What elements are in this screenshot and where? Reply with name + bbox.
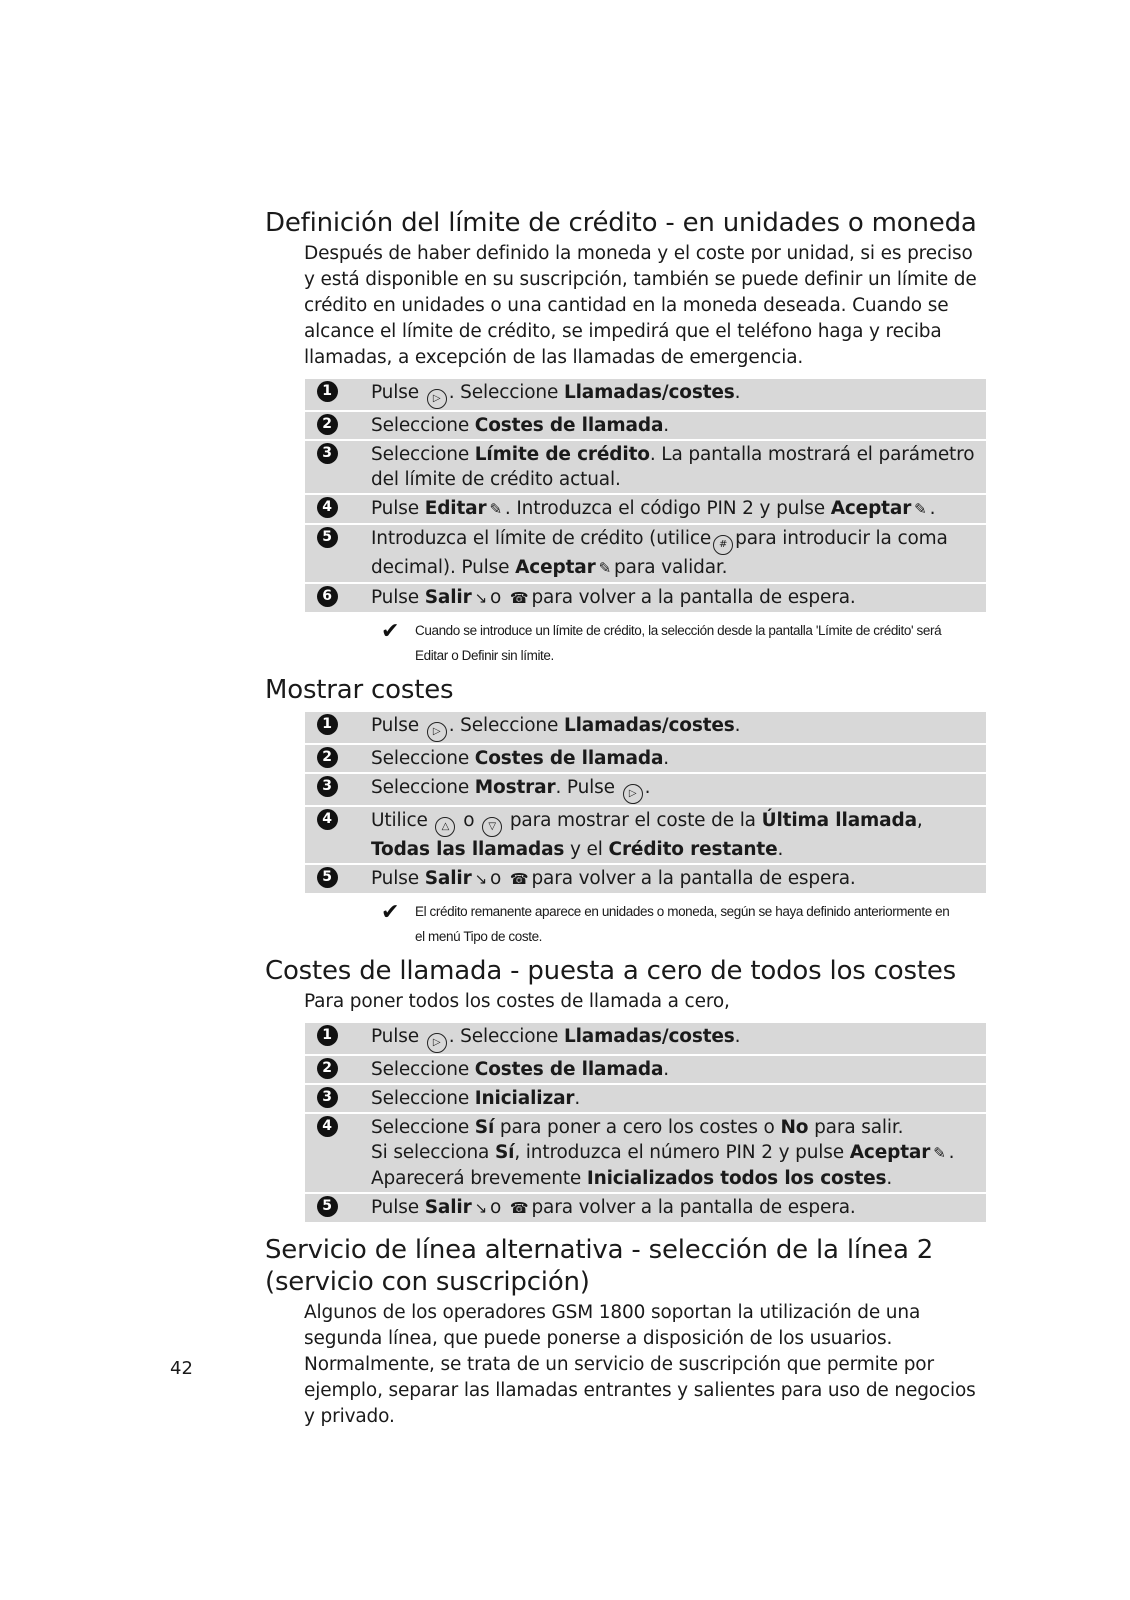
step-row (305, 412, 986, 439)
step-row (305, 712, 986, 743)
navigation-key-icon: ▷ (427, 722, 447, 742)
step-text: Pulse ▷ . Seleccione Llamadas/costes. (349, 1023, 986, 1054)
end-call-key-icon: ☎ (509, 1199, 529, 1217)
step-number: 2 (317, 747, 338, 768)
step-row (305, 1194, 986, 1222)
step-row (305, 865, 986, 893)
step-row (305, 379, 986, 410)
step-text: Pulse ▷ . Seleccione Llamadas/costes. (349, 712, 986, 743)
step-number: 5 (317, 527, 338, 548)
section-title-show-costs: Mostrar costes (265, 675, 454, 705)
right-softkey-icon: ↘ (474, 589, 487, 607)
step-number: 3 (317, 776, 338, 797)
left-softkey-icon: ✎ (489, 500, 502, 518)
checkmark-icon: ✔ (381, 618, 400, 643)
end-call-key-icon: ☎ (509, 589, 529, 607)
page-number: 42 (170, 1358, 193, 1379)
step-number: 1 (317, 714, 338, 735)
step-text: Introduzca el límite de crédito (utilice # para introducir la coma decimal). Pulse Aceptar ✎ para validar. (349, 525, 986, 582)
step-row (305, 1023, 986, 1054)
step-number: 6 (317, 586, 338, 607)
step-row (305, 441, 986, 493)
navigation-key-icon: ▷ (427, 389, 447, 409)
step-text: Pulse Editar ✎ . Introduzca el código PIN 2 y pulse Aceptar ✎ . (349, 495, 986, 523)
step-number: 2 (317, 1058, 338, 1079)
end-call-key-icon: ☎ (509, 870, 529, 888)
step-number: 3 (317, 443, 338, 464)
page-content (265, 207, 985, 1438)
right-softkey-icon: ↘ (474, 1199, 487, 1217)
note-text: El crédito remanente aparece en unidades o moneda, según se haya definido anteriormente en el menú Tipo de coste. (415, 904, 950, 944)
section-intro: Después de haber definido la moneda y el coste por unidad, si es preciso y está disponible en su suscripción, también se puede definir un límite de crédito en unidades o una cantidad en la moneda deseada. Cuando se alcance el límite de crédito, se impedirá que el teléfono haga y reciba llamadas, a excepción de las llamadas de emergencia. (304, 243, 977, 368)
step-row (305, 1114, 986, 1192)
section-intro: Para poner todos los costes de llamada a cero, (304, 991, 730, 1012)
right-softkey-icon: ✎ (598, 559, 612, 577)
step-row (305, 807, 986, 863)
right-softkey-icon: ↘ (474, 870, 487, 888)
hash-key-icon: # (713, 535, 733, 555)
step-text: Pulse ▷ . Seleccione Llamadas/costes. (349, 379, 986, 410)
step-text: Seleccione Inicializar. (371, 1088, 581, 1109)
step-text: Seleccione Límite de crédito. La pantalla mostrará el parámetro del límite de crédito actual. (371, 444, 975, 490)
step-row (305, 525, 986, 582)
step-number: 2 (317, 414, 338, 435)
step-row (305, 774, 986, 805)
up-key-icon: △ (435, 817, 455, 837)
right-softkey-icon: ✎ (914, 500, 927, 518)
step-row (305, 495, 986, 523)
step-number: 5 (317, 867, 338, 888)
step-number: 5 (317, 1196, 338, 1217)
step-text: Seleccione Mostrar. Pulse ▷ . (349, 774, 986, 805)
section-title-reset-costs: Costes de llamada - puesta a cero de todos los costes (265, 956, 956, 986)
step-text: Seleccione Sí para poner a cero los costes o No para salir. Si selecciona Sí, introduzca el número PIN 2 y pulse Aceptar ✎ . Aparecerá brevemente Inicializados todos los costes. (371, 1117, 955, 1189)
steps-list (305, 1023, 986, 1222)
note-text: Cuando se introduce un límite de crédito, la selección desde la pantalla 'Límite de crédito' será Editar o Definir sin límite. (415, 623, 942, 663)
step-number: 4 (317, 1116, 338, 1137)
step-number: 4 (317, 809, 338, 830)
step-text: Pulse Salir ↘ o ☎ para volver a la pantalla de espera. (349, 865, 986, 893)
navigation-key-icon: ▷ (623, 784, 643, 804)
step-row (305, 584, 986, 612)
step-text: Pulse Salir ↘ o ☎ para volver a la pantalla de espera. (349, 1194, 986, 1222)
step-number: 1 (317, 381, 338, 402)
section-title-alternate-line: Servicio de línea alternativa - selección de la línea 2 (servicio con suscripción) (265, 1235, 934, 1297)
steps-list (305, 712, 986, 893)
note (381, 899, 961, 949)
section-intro: Algunos de los operadores GSM 1800 soportan la utilización de una segunda línea, que puede ponerse a disposición de los usuarios. Normalmente, se trata de un servicio de suscripción que permite por ejemplo, separar las llamadas entrantes y salientes para uso de negocios y privado. (304, 1302, 976, 1427)
navigation-key-icon: ▷ (427, 1033, 447, 1053)
section-title-credit-limit: Definición del límite de crédito - en unidades o moneda (265, 208, 977, 238)
note (381, 618, 961, 668)
step-text: Seleccione Costes de llamada. (371, 748, 670, 769)
step-number: 3 (317, 1087, 338, 1108)
down-key-icon: ▽ (482, 817, 502, 837)
step-row (305, 745, 986, 772)
step-row (305, 1056, 986, 1083)
step-number: 4 (317, 497, 338, 518)
step-number: 1 (317, 1025, 338, 1046)
step-text: Pulse Salir ↘ o ☎ para volver a la pantalla de espera. (349, 584, 986, 612)
steps-list (305, 379, 986, 612)
checkmark-icon: ✔ (381, 899, 400, 924)
step-text: Seleccione Costes de llamada. (371, 415, 670, 436)
step-text: Utilice △ o ▽ para mostrar el coste de la Última llamada, Todas las llamadas y el Crédito restante. (371, 810, 923, 860)
right-softkey-icon: ✎ (933, 1144, 946, 1162)
step-row (305, 1085, 986, 1112)
step-text: Seleccione Costes de llamada. (371, 1059, 670, 1080)
